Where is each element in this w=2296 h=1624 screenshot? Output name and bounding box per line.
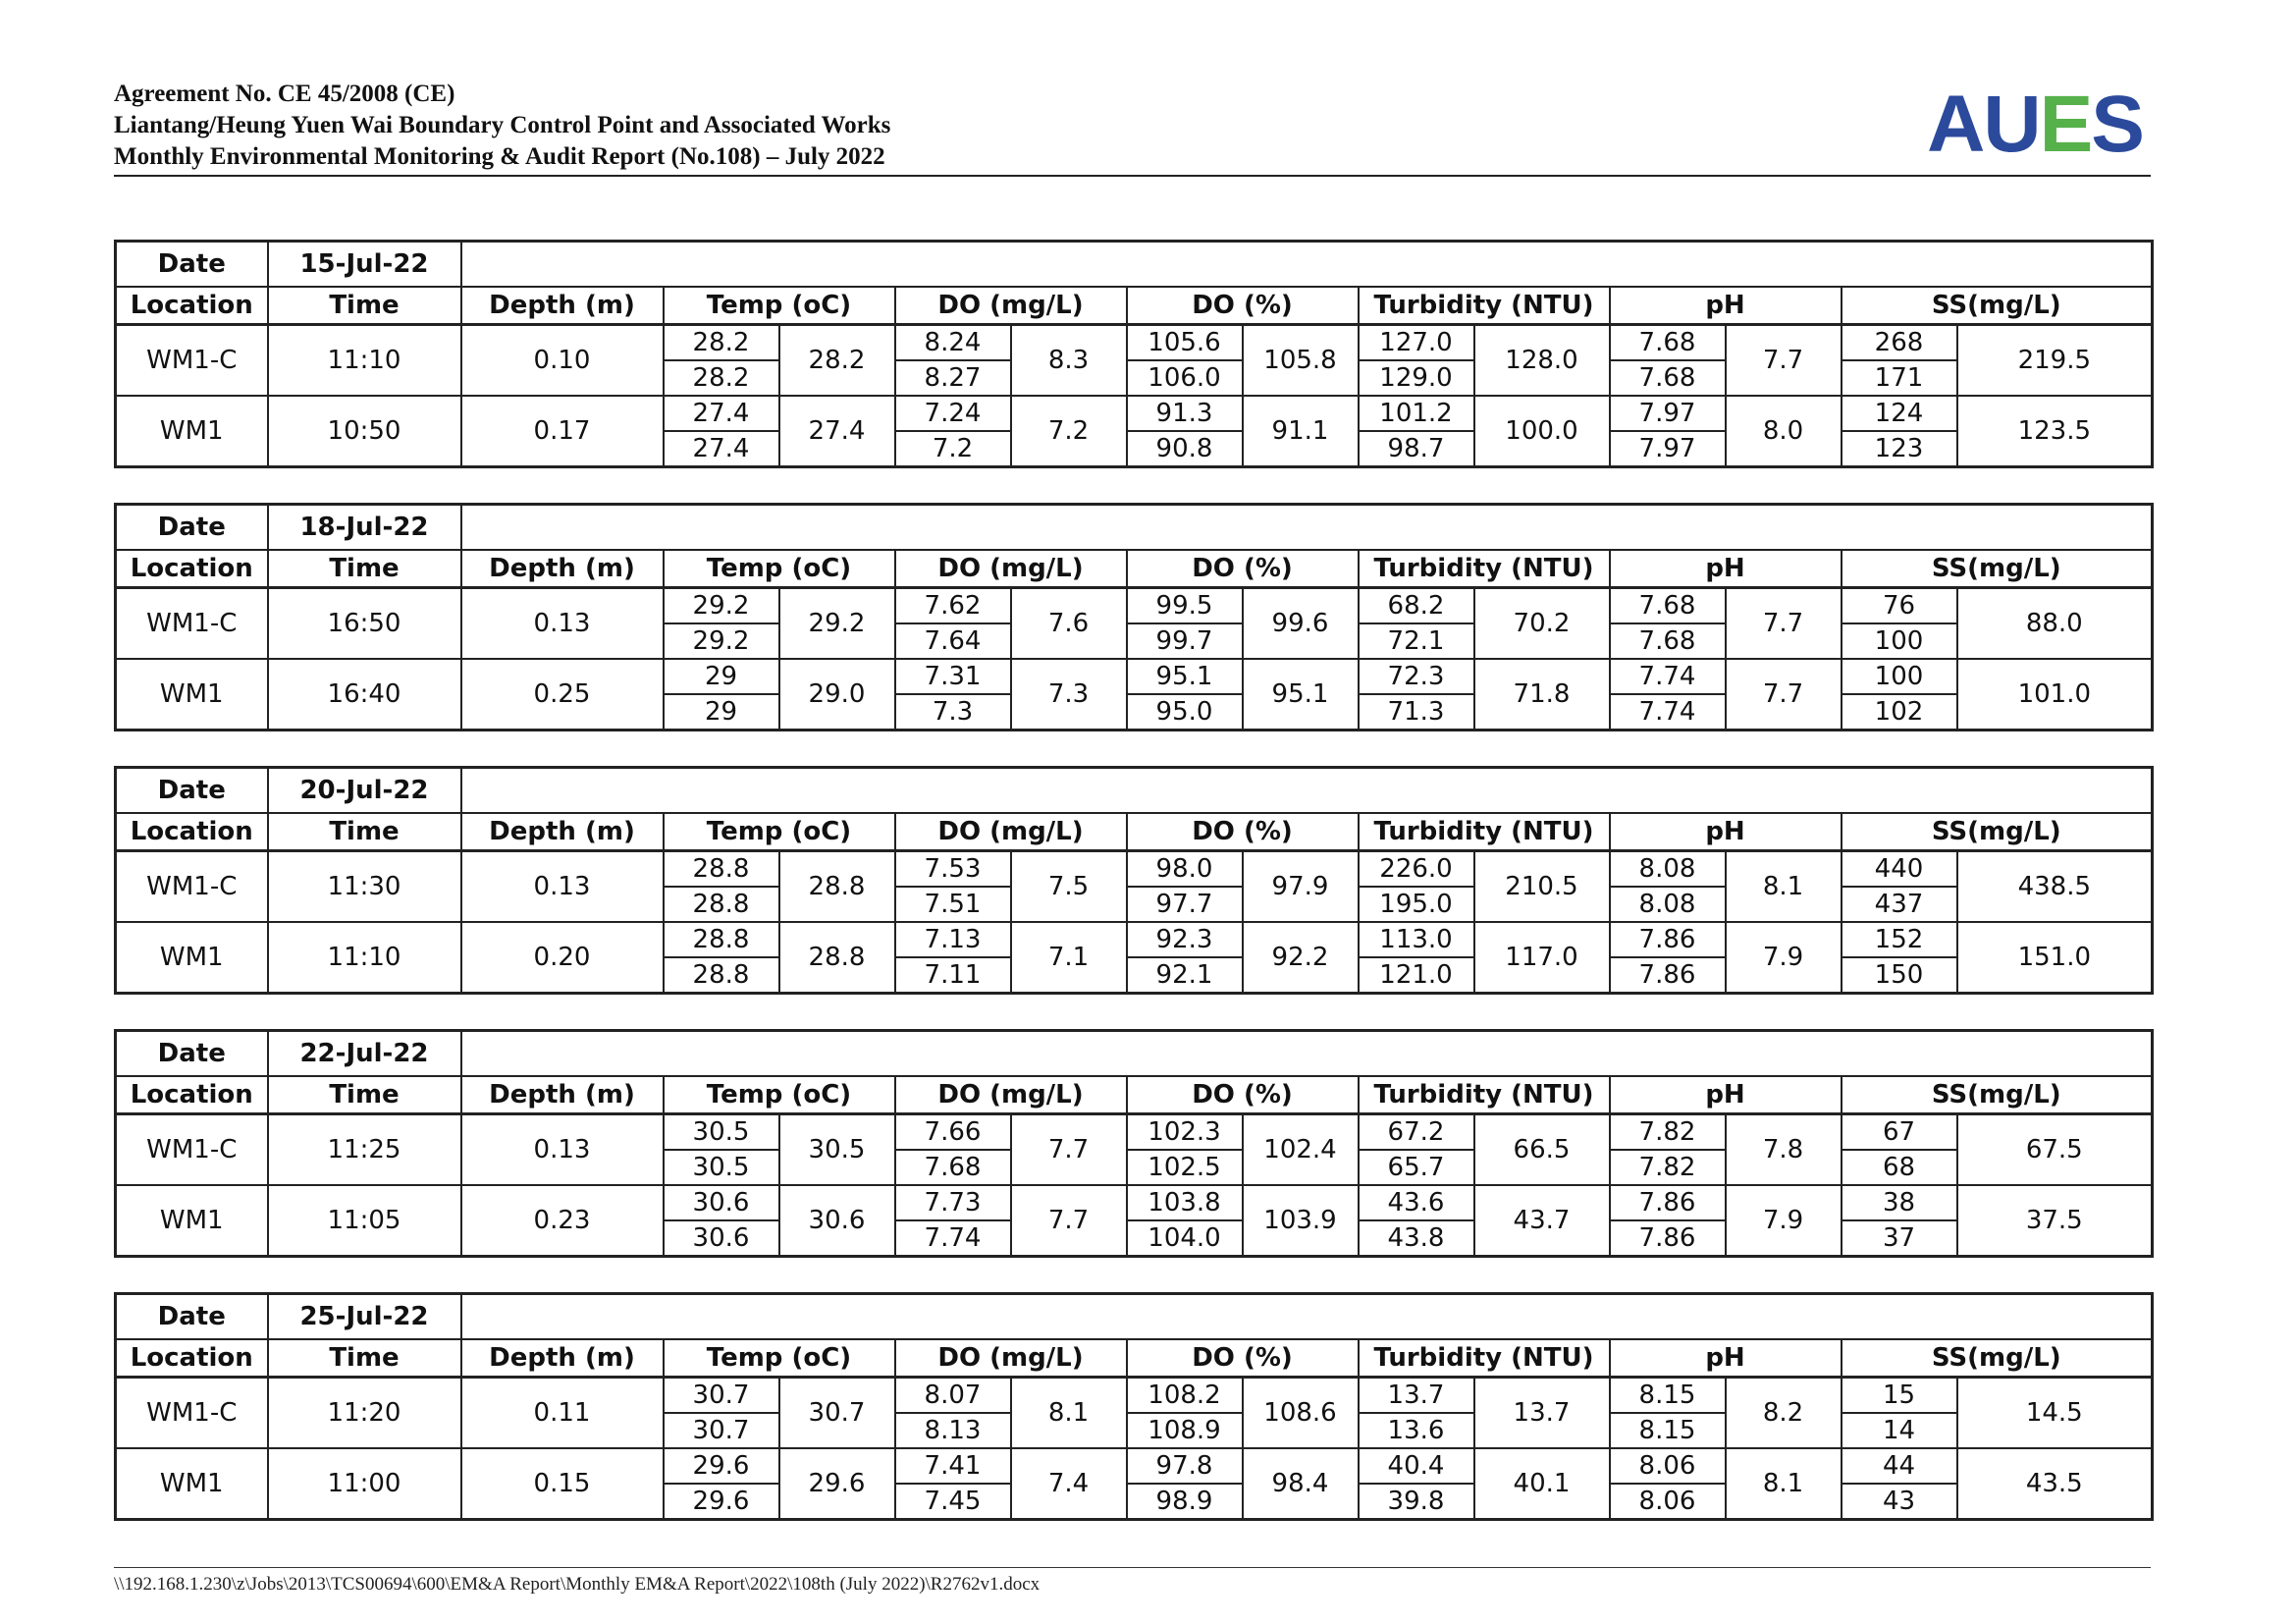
table-row [116, 588, 2153, 624]
monitoring-table [114, 240, 2154, 468]
turbidity-average: 100.0 [1474, 396, 1610, 467]
do-mgl-header: DO (mg/L) [895, 287, 1127, 325]
ph-average: 7.7 [1726, 659, 1842, 731]
date-row-blank [461, 1031, 2153, 1077]
turbidity-average: 43.7 [1474, 1185, 1610, 1257]
report-title: Monthly Environmental Monitoring & Audit Report (No.108) – July 2022 [114, 143, 885, 170]
location-cell: WM1 [116, 922, 268, 994]
do-mgl-reading-2: 7.64 [895, 623, 1011, 659]
ph-average: 8.0 [1726, 396, 1842, 467]
monitoring-table [114, 1029, 2154, 1258]
turbidity-header: Turbidity (NTU) [1359, 1339, 1610, 1378]
aues-logo: AUES [1927, 80, 2143, 169]
temp-header: Temp (oC) [664, 813, 895, 851]
do-mgl-average: 7.7 [1011, 1114, 1127, 1186]
ss-header: SS(mg/L) [1842, 1076, 2153, 1114]
temp-reading-2: 28.8 [664, 957, 779, 994]
do-pct-header: DO (%) [1127, 1339, 1359, 1378]
do-pct-header: DO (%) [1127, 550, 1359, 588]
ss-average: 151.0 [1957, 922, 2153, 994]
do-mgl-reading-2: 8.27 [895, 360, 1011, 396]
do-pct-average: 99.6 [1243, 588, 1359, 660]
do-pct-average: 97.9 [1243, 851, 1359, 923]
turbidity-reading-2: 195.0 [1359, 887, 1474, 922]
turbidity-average: 66.5 [1474, 1114, 1610, 1186]
time-header: Time [268, 1339, 461, 1378]
depth-header: Depth (m) [461, 550, 664, 588]
ss-reading-2: 123 [1842, 431, 1957, 467]
location-cell: WM1-C [116, 588, 268, 660]
temp-header: Temp (oC) [664, 1339, 895, 1378]
turbidity-reading-2: 71.3 [1359, 694, 1474, 731]
temp-average: 30.7 [779, 1378, 895, 1449]
ss-average: 219.5 [1957, 325, 2153, 397]
temp-reading-1: 30.7 [664, 1378, 779, 1414]
temp-reading-1: 29 [664, 659, 779, 694]
ss-reading-1: 67 [1842, 1114, 1957, 1151]
depth-cell: 0.13 [461, 1114, 664, 1186]
ph-average: 7.9 [1726, 922, 1842, 994]
ss-reading-1: 100 [1842, 659, 1957, 694]
date-row-blank [461, 242, 2153, 288]
ph-reading-1: 7.86 [1610, 922, 1726, 957]
turbidity-reading-1: 127.0 [1359, 325, 1474, 361]
time-cell: 11:10 [268, 922, 461, 994]
ph-reading-1: 7.86 [1610, 1185, 1726, 1220]
time-cell: 16:50 [268, 588, 461, 660]
depth-cell: 0.13 [461, 851, 664, 923]
do-mgl-average: 7.4 [1011, 1448, 1127, 1520]
ph-reading-2: 7.86 [1610, 1220, 1726, 1257]
date-label: Date [116, 242, 268, 288]
do-pct-reading-1: 92.3 [1127, 922, 1243, 957]
temp-average: 30.6 [779, 1185, 895, 1257]
time-cell: 11:25 [268, 1114, 461, 1186]
temp-reading-1: 30.5 [664, 1114, 779, 1151]
depth-cell: 0.13 [461, 588, 664, 660]
temp-average: 29.2 [779, 588, 895, 660]
do-pct-average: 98.4 [1243, 1448, 1359, 1520]
temp-average: 29.0 [779, 659, 895, 731]
do-mgl-average: 8.1 [1011, 1378, 1127, 1449]
temp-average: 27.4 [779, 396, 895, 467]
location-cell: WM1 [116, 396, 268, 467]
table-row [116, 659, 2153, 694]
ss-average: 67.5 [1957, 1114, 2153, 1186]
do-mgl-reading-2: 7.51 [895, 887, 1011, 922]
depth-cell: 0.15 [461, 1448, 664, 1520]
do-mgl-reading-2: 7.45 [895, 1484, 1011, 1520]
do-pct-reading-2: 97.7 [1127, 887, 1243, 922]
monitoring-table [114, 1292, 2154, 1521]
depth-cell: 0.25 [461, 659, 664, 731]
ss-header: SS(mg/L) [1842, 287, 2153, 325]
ss-reading-1: 38 [1842, 1185, 1957, 1220]
do-mgl-reading-2: 7.68 [895, 1150, 1011, 1185]
do-pct-average: 102.4 [1243, 1114, 1359, 1186]
temp-header: Temp (oC) [664, 550, 895, 588]
do-mgl-reading-1: 7.41 [895, 1448, 1011, 1484]
do-mgl-average: 7.1 [1011, 922, 1127, 994]
do-mgl-reading-1: 8.07 [895, 1378, 1011, 1414]
do-mgl-header: DO (mg/L) [895, 550, 1127, 588]
temp-reading-2: 30.6 [664, 1220, 779, 1257]
ph-reading-2: 7.68 [1610, 623, 1726, 659]
temp-header: Temp (oC) [664, 287, 895, 325]
do-pct-average: 95.1 [1243, 659, 1359, 731]
ss-reading-2: 100 [1842, 623, 1957, 659]
time-header: Time [268, 1076, 461, 1114]
ss-reading-2: 171 [1842, 360, 1957, 396]
table-row [116, 325, 2153, 361]
turbidity-reading-1: 43.6 [1359, 1185, 1474, 1220]
ss-reading-2: 14 [1842, 1413, 1957, 1448]
ss-reading-2: 43 [1842, 1484, 1957, 1520]
location-cell: WM1 [116, 1185, 268, 1257]
time-cell: 11:30 [268, 851, 461, 923]
turbidity-reading-2: 72.1 [1359, 623, 1474, 659]
do-mgl-reading-2: 7.2 [895, 431, 1011, 467]
do-mgl-reading-1: 7.31 [895, 659, 1011, 694]
temp-reading-2: 30.5 [664, 1150, 779, 1185]
table-row [116, 922, 2153, 957]
do-pct-reading-2: 92.1 [1127, 957, 1243, 994]
depth-cell: 0.20 [461, 922, 664, 994]
ss-reading-2: 150 [1842, 957, 1957, 994]
ss-header: SS(mg/L) [1842, 550, 2153, 588]
do-pct-header: DO (%) [1127, 287, 1359, 325]
time-header: Time [268, 813, 461, 851]
turbidity-reading-1: 13.7 [1359, 1378, 1474, 1414]
location-header: Location [116, 1339, 268, 1378]
location-header: Location [116, 287, 268, 325]
do-pct-reading-2: 108.9 [1127, 1413, 1243, 1448]
do-pct-reading-1: 102.3 [1127, 1114, 1243, 1151]
ss-reading-1: 440 [1842, 851, 1957, 888]
date-label: Date [116, 1294, 268, 1340]
monitoring-table [114, 766, 2154, 995]
do-pct-average: 108.6 [1243, 1378, 1359, 1449]
do-pct-average: 105.8 [1243, 325, 1359, 397]
date-label: Date [116, 1031, 268, 1077]
do-mgl-reading-1: 7.62 [895, 588, 1011, 624]
ph-reading-1: 7.68 [1610, 588, 1726, 624]
agreement-number: Agreement No. CE 45/2008 (CE) [114, 81, 455, 107]
ph-header: pH [1610, 813, 1842, 851]
temp-header: Temp (oC) [664, 1076, 895, 1114]
ss-reading-1: 268 [1842, 325, 1957, 361]
turbidity-reading-2: 98.7 [1359, 431, 1474, 467]
do-pct-reading-2: 104.0 [1127, 1220, 1243, 1257]
do-mgl-average: 7.6 [1011, 588, 1127, 660]
date-row-blank [461, 505, 2153, 551]
location-cell: WM1-C [116, 1114, 268, 1186]
depth-cell: 0.17 [461, 396, 664, 467]
do-pct-average: 103.9 [1243, 1185, 1359, 1257]
ph-header: pH [1610, 550, 1842, 588]
ph-reading-1: 7.68 [1610, 325, 1726, 361]
do-pct-average: 92.2 [1243, 922, 1359, 994]
turbidity-average: 71.8 [1474, 659, 1610, 731]
do-mgl-average: 8.3 [1011, 325, 1127, 397]
temp-reading-1: 28.8 [664, 922, 779, 957]
time-cell: 10:50 [268, 396, 461, 467]
do-mgl-header: DO (mg/L) [895, 1339, 1127, 1378]
turbidity-reading-1: 72.3 [1359, 659, 1474, 694]
ph-reading-2: 7.97 [1610, 431, 1726, 467]
ph-average: 7.7 [1726, 325, 1842, 397]
turbidity-reading-2: 39.8 [1359, 1484, 1474, 1520]
report-header [114, 79, 2151, 177]
depth-header: Depth (m) [461, 1339, 664, 1378]
time-header: Time [268, 550, 461, 588]
turbidity-reading-2: 43.8 [1359, 1220, 1474, 1257]
date-row-blank [461, 1294, 2153, 1340]
do-mgl-average: 7.2 [1011, 396, 1127, 467]
monitoring-table [114, 503, 2154, 731]
depth-cell: 0.10 [461, 325, 664, 397]
do-pct-reading-1: 97.8 [1127, 1448, 1243, 1484]
time-cell: 11:20 [268, 1378, 461, 1449]
temp-reading-1: 29.2 [664, 588, 779, 624]
date-value: 15-Jul-22 [268, 242, 461, 288]
turbidity-reading-1: 68.2 [1359, 588, 1474, 624]
turbidity-reading-2: 65.7 [1359, 1150, 1474, 1185]
ss-average: 14.5 [1957, 1378, 2153, 1449]
date-value: 25-Jul-22 [268, 1294, 461, 1340]
ss-average: 37.5 [1957, 1185, 2153, 1257]
turbidity-reading-1: 101.2 [1359, 396, 1474, 431]
table-row [116, 396, 2153, 431]
do-mgl-header: DO (mg/L) [895, 1076, 1127, 1114]
do-pct-reading-2: 102.5 [1127, 1150, 1243, 1185]
location-cell: WM1-C [116, 851, 268, 923]
ss-average: 88.0 [1957, 588, 2153, 660]
ph-reading-2: 8.06 [1610, 1484, 1726, 1520]
ss-reading-1: 15 [1842, 1378, 1957, 1414]
location-cell: WM1 [116, 659, 268, 731]
date-label: Date [116, 505, 268, 551]
ss-reading-2: 37 [1842, 1220, 1957, 1257]
do-mgl-reading-1: 7.53 [895, 851, 1011, 888]
table-row [116, 1448, 2153, 1484]
do-pct-reading-2: 90.8 [1127, 431, 1243, 467]
do-mgl-average: 7.3 [1011, 659, 1127, 731]
ss-reading-1: 152 [1842, 922, 1957, 957]
do-pct-reading-1: 98.0 [1127, 851, 1243, 888]
ss-reading-1: 76 [1842, 588, 1957, 624]
location-cell: WM1-C [116, 1378, 268, 1449]
turbidity-average: 128.0 [1474, 325, 1610, 397]
temp-reading-2: 27.4 [664, 431, 779, 467]
ph-reading-1: 7.97 [1610, 396, 1726, 431]
depth-header: Depth (m) [461, 287, 664, 325]
turbidity-reading-1: 113.0 [1359, 922, 1474, 957]
depth-cell: 0.23 [461, 1185, 664, 1257]
temp-reading-2: 28.8 [664, 887, 779, 922]
do-mgl-average: 7.7 [1011, 1185, 1127, 1257]
temp-average: 28.8 [779, 922, 895, 994]
location-cell: WM1-C [116, 325, 268, 397]
do-mgl-reading-2: 7.74 [895, 1220, 1011, 1257]
do-pct-reading-1: 91.3 [1127, 396, 1243, 431]
turbidity-average: 13.7 [1474, 1378, 1610, 1449]
table-row [116, 1185, 2153, 1220]
time-cell: 11:00 [268, 1448, 461, 1520]
ss-average: 101.0 [1957, 659, 2153, 731]
ss-reading-2: 437 [1842, 887, 1957, 922]
location-header: Location [116, 1076, 268, 1114]
ph-reading-1: 8.08 [1610, 851, 1726, 888]
turbidity-average: 40.1 [1474, 1448, 1610, 1520]
temp-reading-1: 29.6 [664, 1448, 779, 1484]
turbidity-reading-2: 129.0 [1359, 360, 1474, 396]
do-pct-reading-2: 106.0 [1127, 360, 1243, 396]
ss-average: 438.5 [1957, 851, 2153, 923]
do-mgl-reading-2: 7.3 [895, 694, 1011, 731]
depth-header: Depth (m) [461, 813, 664, 851]
ss-reading-2: 68 [1842, 1150, 1957, 1185]
turbidity-reading-2: 121.0 [1359, 957, 1474, 994]
do-mgl-reading-1: 7.73 [895, 1185, 1011, 1220]
temp-reading-2: 28.2 [664, 360, 779, 396]
ph-reading-1: 7.82 [1610, 1114, 1726, 1151]
location-header: Location [116, 550, 268, 588]
temp-reading-1: 28.2 [664, 325, 779, 361]
ss-average: 43.5 [1957, 1448, 2153, 1520]
temp-reading-1: 28.8 [664, 851, 779, 888]
ss-reading-1: 124 [1842, 396, 1957, 431]
ph-average: 7.9 [1726, 1185, 1842, 1257]
turbidity-reading-1: 226.0 [1359, 851, 1474, 888]
ph-reading-2: 7.82 [1610, 1150, 1726, 1185]
temp-reading-1: 30.6 [664, 1185, 779, 1220]
ph-header: pH [1610, 1076, 1842, 1114]
turbidity-average: 117.0 [1474, 922, 1610, 994]
do-mgl-reading-1: 7.66 [895, 1114, 1011, 1151]
ph-reading-1: 8.15 [1610, 1378, 1726, 1414]
do-pct-reading-1: 95.1 [1127, 659, 1243, 694]
ph-average: 7.8 [1726, 1114, 1842, 1186]
temp-average: 29.6 [779, 1448, 895, 1520]
temp-reading-2: 29.6 [664, 1484, 779, 1520]
turbidity-average: 70.2 [1474, 588, 1610, 660]
time-cell: 11:10 [268, 325, 461, 397]
do-mgl-reading-2: 7.11 [895, 957, 1011, 994]
date-value: 22-Jul-22 [268, 1031, 461, 1077]
do-mgl-header: DO (mg/L) [895, 813, 1127, 851]
temp-average: 28.2 [779, 325, 895, 397]
temp-average: 28.8 [779, 851, 895, 923]
ph-reading-2: 7.68 [1610, 360, 1726, 396]
ss-reading-2: 102 [1842, 694, 1957, 731]
date-label: Date [116, 768, 268, 814]
temp-reading-2: 29.2 [664, 623, 779, 659]
do-pct-header: DO (%) [1127, 813, 1359, 851]
ph-average: 8.1 [1726, 851, 1842, 923]
time-header: Time [268, 287, 461, 325]
do-pct-reading-2: 95.0 [1127, 694, 1243, 731]
table-row [116, 1114, 2153, 1151]
temp-reading-2: 30.7 [664, 1413, 779, 1448]
do-pct-reading-2: 99.7 [1127, 623, 1243, 659]
depth-cell: 0.11 [461, 1378, 664, 1449]
do-pct-reading-1: 99.5 [1127, 588, 1243, 624]
time-cell: 16:40 [268, 659, 461, 731]
monitoring-tables [114, 240, 2151, 1555]
do-pct-reading-2: 98.9 [1127, 1484, 1243, 1520]
do-pct-reading-1: 103.8 [1127, 1185, 1243, 1220]
ph-average: 8.1 [1726, 1448, 1842, 1520]
ss-header: SS(mg/L) [1842, 813, 2153, 851]
location-cell: WM1 [116, 1448, 268, 1520]
ph-reading-2: 7.86 [1610, 957, 1726, 994]
do-pct-average: 91.1 [1243, 396, 1359, 467]
turbidity-header: Turbidity (NTU) [1359, 550, 1610, 588]
turbidity-reading-1: 40.4 [1359, 1448, 1474, 1484]
ph-reading-1: 7.74 [1610, 659, 1726, 694]
turbidity-header: Turbidity (NTU) [1359, 813, 1610, 851]
do-pct-reading-1: 108.2 [1127, 1378, 1243, 1414]
depth-header: Depth (m) [461, 1076, 664, 1114]
turbidity-header: Turbidity (NTU) [1359, 287, 1610, 325]
temp-reading-1: 27.4 [664, 396, 779, 431]
header-text [114, 79, 890, 173]
file-path-footer: \\192.168.1.230\z\Jobs\2013\TCS00694\600\EM&A Report\Monthly EM&A Report\2022\108th (July 2022)\R2762v1.docx [114, 1567, 2151, 1596]
do-pct-reading-1: 105.6 [1127, 325, 1243, 361]
temp-reading-2: 29 [664, 694, 779, 731]
time-cell: 11:05 [268, 1185, 461, 1257]
turbidity-average: 210.5 [1474, 851, 1610, 923]
date-value: 18-Jul-22 [268, 505, 461, 551]
ph-average: 8.2 [1726, 1378, 1842, 1449]
ss-header: SS(mg/L) [1842, 1339, 2153, 1378]
do-pct-header: DO (%) [1127, 1076, 1359, 1114]
do-mgl-reading-1: 7.24 [895, 396, 1011, 431]
do-mgl-average: 7.5 [1011, 851, 1127, 923]
table-row [116, 1378, 2153, 1414]
ph-average: 7.7 [1726, 588, 1842, 660]
temp-average: 30.5 [779, 1114, 895, 1186]
project-title: Liantang/Heung Yuen Wai Boundary Control Point and Associated Works [114, 112, 891, 138]
ph-header: pH [1610, 1339, 1842, 1378]
turbidity-reading-2: 13.6 [1359, 1413, 1474, 1448]
ph-reading-1: 8.06 [1610, 1448, 1726, 1484]
ss-reading-1: 44 [1842, 1448, 1957, 1484]
ph-reading-2: 8.08 [1610, 887, 1726, 922]
do-mgl-reading-1: 8.24 [895, 325, 1011, 361]
date-value: 20-Jul-22 [268, 768, 461, 814]
ph-reading-2: 7.74 [1610, 694, 1726, 731]
do-mgl-reading-1: 7.13 [895, 922, 1011, 957]
turbidity-header: Turbidity (NTU) [1359, 1076, 1610, 1114]
table-row [116, 851, 2153, 888]
date-row-blank [461, 768, 2153, 814]
do-mgl-reading-2: 8.13 [895, 1413, 1011, 1448]
turbidity-reading-1: 67.2 [1359, 1114, 1474, 1151]
location-header: Location [116, 813, 268, 851]
ph-reading-2: 8.15 [1610, 1413, 1726, 1448]
ss-average: 123.5 [1957, 396, 2153, 467]
ph-header: pH [1610, 287, 1842, 325]
